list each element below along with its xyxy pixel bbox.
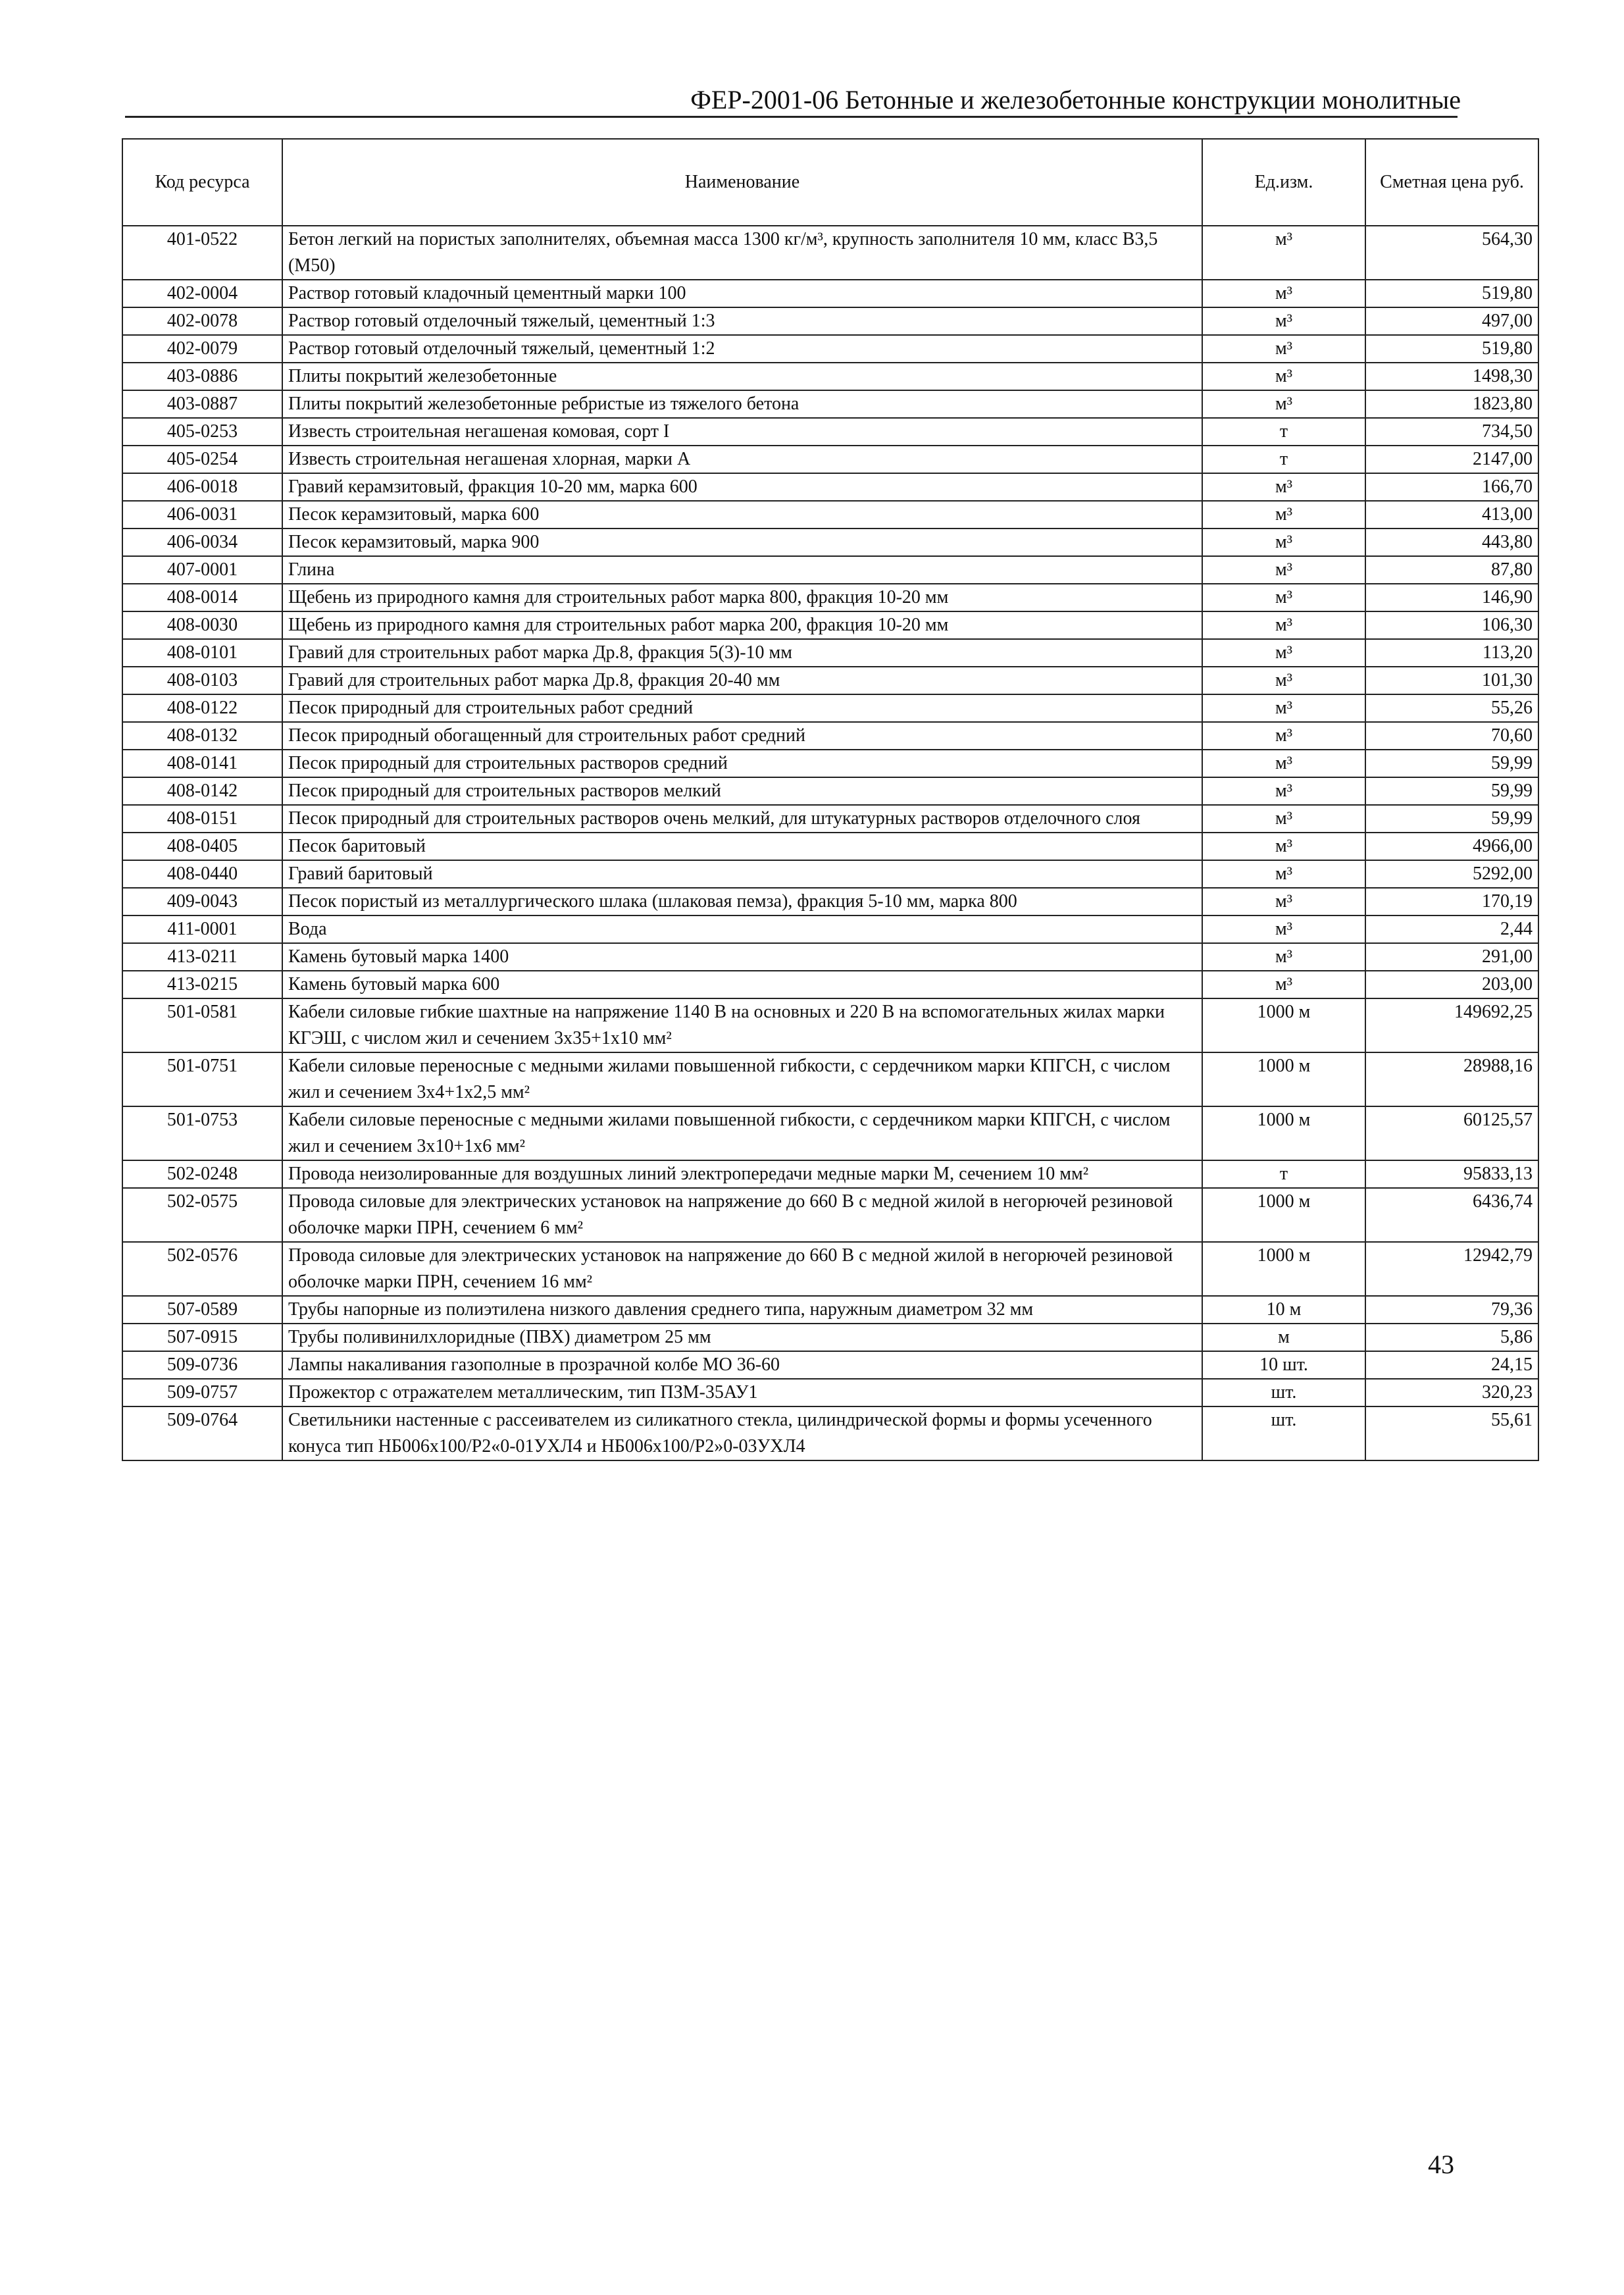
cell-unit: м³ — [1202, 390, 1365, 418]
cell-unit: м³ — [1202, 805, 1365, 833]
cell-unit: м³ — [1202, 860, 1365, 888]
cell-unit: м³ — [1202, 639, 1365, 667]
cell-code: 402-0004 — [122, 280, 282, 307]
cell-unit: м³ — [1202, 943, 1365, 971]
cell-price: 519,80 — [1365, 280, 1538, 307]
cell-unit: м³ — [1202, 226, 1365, 280]
cell-name: Песок природный для строительных растворов мелкий — [282, 777, 1202, 805]
table-row — [122, 860, 1538, 888]
table-row — [122, 1324, 1538, 1351]
cell-code: 406-0031 — [122, 501, 282, 529]
cell-price: 166,70 — [1365, 473, 1538, 501]
cell-price: 59,99 — [1365, 750, 1538, 777]
cell-name: Песок пористый из металлургического шлака (шлаковая пемза), фракция 5-10 мм, марка 800 — [282, 888, 1202, 915]
cell-price: 59,99 — [1365, 805, 1538, 833]
table-row — [122, 888, 1538, 915]
cell-unit: 1000 м — [1202, 1106, 1365, 1160]
cell-price: 5,86 — [1365, 1324, 1538, 1351]
table-row — [122, 556, 1538, 584]
cell-name: Провода неизолированные для воздушных линий электропередачи медные марки М, сечением 10 мм² — [282, 1160, 1202, 1188]
cell-name: Провода силовые для электрических установок на напряжение до 660 В с медной жилой в негорючей резиновой оболочке марки ПРН, сечением 6 мм² — [282, 1188, 1202, 1242]
cell-price: 291,00 — [1365, 943, 1538, 971]
cell-code: 411-0001 — [122, 915, 282, 943]
header-rule — [125, 116, 1458, 118]
cell-name: Кабели силовые переносные с медными жилами повышенной гибкости, с сердечником марки КПГСН, с числом жил и сечением 3х10+1х6 мм² — [282, 1106, 1202, 1160]
cell-code: 408-0405 — [122, 833, 282, 860]
cell-unit: м³ — [1202, 335, 1365, 363]
cell-code: 409-0043 — [122, 888, 282, 915]
cell-price: 28988,16 — [1365, 1052, 1538, 1106]
cell-price: 79,36 — [1365, 1296, 1538, 1324]
table-row — [122, 943, 1538, 971]
cell-price: 203,00 — [1365, 971, 1538, 998]
table-row — [122, 363, 1538, 390]
table-row — [122, 722, 1538, 750]
cell-name: Песок керамзитовый, марка 600 — [282, 501, 1202, 529]
cell-code: 406-0018 — [122, 473, 282, 501]
cell-code: 408-0014 — [122, 584, 282, 611]
cell-unit: м³ — [1202, 501, 1365, 529]
table-row — [122, 418, 1538, 446]
cell-code: 507-0589 — [122, 1296, 282, 1324]
table-row — [122, 915, 1538, 943]
table-row — [122, 335, 1538, 363]
cell-unit: м³ — [1202, 750, 1365, 777]
cell-code: 408-0101 — [122, 639, 282, 667]
cell-name: Песок баритовый — [282, 833, 1202, 860]
cell-price: 12942,79 — [1365, 1242, 1538, 1296]
cell-code: 405-0254 — [122, 446, 282, 473]
cell-unit: м³ — [1202, 556, 1365, 584]
cell-name: Раствор готовый отделочный тяжелый, цементный 1:3 — [282, 307, 1202, 335]
cell-name: Трубы напорные из полиэтилена низкого давления среднего типа, наружным диаметром 32 мм — [282, 1296, 1202, 1324]
cell-price: 519,80 — [1365, 335, 1538, 363]
cell-unit: 10 шт. — [1202, 1351, 1365, 1379]
cell-name: Кабели силовые переносные с медными жилами повышенной гибкости, с сердечником марки КПГСН, с числом жил и сечением 3х4+1х2,5 мм² — [282, 1052, 1202, 1106]
resource-price-table — [122, 138, 1539, 1461]
cell-price: 6436,74 — [1365, 1188, 1538, 1242]
cell-price: 5292,00 — [1365, 860, 1538, 888]
cell-code: 406-0034 — [122, 529, 282, 556]
table-row — [122, 584, 1538, 611]
cell-price: 146,90 — [1365, 584, 1538, 611]
cell-code: 502-0575 — [122, 1188, 282, 1242]
table-body — [122, 226, 1538, 1460]
cell-price: 2147,00 — [1365, 446, 1538, 473]
cell-unit: м³ — [1202, 722, 1365, 750]
cell-unit: м³ — [1202, 694, 1365, 722]
cell-name: Песок природный для строительных работ средний — [282, 694, 1202, 722]
table-row — [122, 833, 1538, 860]
table-row — [122, 971, 1538, 998]
cell-code: 405-0253 — [122, 418, 282, 446]
table-row — [122, 694, 1538, 722]
cell-code: 402-0078 — [122, 307, 282, 335]
table-row — [122, 226, 1538, 280]
cell-unit: м³ — [1202, 307, 1365, 335]
cell-code: 501-0581 — [122, 998, 282, 1052]
cell-name: Песок природный обогащенный для строительных работ средний — [282, 722, 1202, 750]
cell-unit: м³ — [1202, 915, 1365, 943]
table-row — [122, 307, 1538, 335]
cell-code: 408-0132 — [122, 722, 282, 750]
cell-unit: м³ — [1202, 584, 1365, 611]
table-row — [122, 805, 1538, 833]
cell-price: 70,60 — [1365, 722, 1538, 750]
table-row — [122, 501, 1538, 529]
table-row — [122, 1242, 1538, 1296]
cell-price: 734,50 — [1365, 418, 1538, 446]
cell-price: 1823,80 — [1365, 390, 1538, 418]
cell-code: 408-0141 — [122, 750, 282, 777]
cell-name: Кабели силовые гибкие шахтные на напряжение 1140 В на основных и 220 В на вспомогательных жилах марки КГЭШ, с числом жил и сечением 3х35+1х10 мм² — [282, 998, 1202, 1052]
cell-price: 24,15 — [1365, 1351, 1538, 1379]
cell-code: 401-0522 — [122, 226, 282, 280]
table-header-row — [122, 139, 1538, 226]
cell-name: Раствор готовый кладочный цементный марки 100 — [282, 280, 1202, 307]
cell-unit: 1000 м — [1202, 1242, 1365, 1296]
table-row — [122, 667, 1538, 694]
cell-code: 509-0757 — [122, 1379, 282, 1406]
cell-code: 507-0915 — [122, 1324, 282, 1351]
table-row — [122, 611, 1538, 639]
cell-unit: шт. — [1202, 1406, 1365, 1460]
cell-name: Щебень из природного камня для строительных работ марка 200, фракция 10-20 мм — [282, 611, 1202, 639]
cell-name: Гравий баритовый — [282, 860, 1202, 888]
cell-price: 149692,25 — [1365, 998, 1538, 1052]
page-title: ФЕР-2001-06 Бетонные и железобетонные конструкции монолитные — [690, 85, 1461, 115]
cell-price: 4966,00 — [1365, 833, 1538, 860]
cell-price: 101,30 — [1365, 667, 1538, 694]
table-row — [122, 639, 1538, 667]
cell-unit: м³ — [1202, 777, 1365, 805]
cell-name: Плиты покрытий железобетонные — [282, 363, 1202, 390]
cell-name: Провода силовые для электрических установок на напряжение до 660 В с медной жилой в негорючей резиновой оболочке марки ПРН, сечением 16 мм² — [282, 1242, 1202, 1296]
cell-price: 564,30 — [1365, 226, 1538, 280]
cell-price: 60125,57 — [1365, 1106, 1538, 1160]
cell-price: 320,23 — [1365, 1379, 1538, 1406]
cell-price: 1498,30 — [1365, 363, 1538, 390]
cell-name: Светильники настенные с рассеивателем из силикатного стекла, цилиндрической формы и формы усеченного конуса тип НБ006х100/Р2«0-01УХЛ4 и НБ006х100/Р2»0-03УХЛ4 — [282, 1406, 1202, 1460]
cell-name: Гравий для строительных работ марка Др.8, фракция 5(3)-10 мм — [282, 639, 1202, 667]
cell-price: 106,30 — [1365, 611, 1538, 639]
cell-code: 408-0030 — [122, 611, 282, 639]
cell-unit: м — [1202, 1324, 1365, 1351]
cell-unit: шт. — [1202, 1379, 1365, 1406]
cell-code: 408-0151 — [122, 805, 282, 833]
table-row — [122, 473, 1538, 501]
cell-name: Камень бутовый марка 600 — [282, 971, 1202, 998]
cell-unit: м³ — [1202, 971, 1365, 998]
cell-unit: 10 м — [1202, 1296, 1365, 1324]
cell-unit: м³ — [1202, 833, 1365, 860]
cell-name: Песок керамзитовый, марка 900 — [282, 529, 1202, 556]
cell-name: Камень бутовый марка 1400 — [282, 943, 1202, 971]
cell-code: 509-0764 — [122, 1406, 282, 1460]
table-row — [122, 446, 1538, 473]
cell-code: 408-0142 — [122, 777, 282, 805]
cell-price: 170,19 — [1365, 888, 1538, 915]
cell-unit: т — [1202, 446, 1365, 473]
table-row — [122, 998, 1538, 1052]
table-row — [122, 1160, 1538, 1188]
cell-price: 113,20 — [1365, 639, 1538, 667]
cell-code: 407-0001 — [122, 556, 282, 584]
cell-code: 501-0753 — [122, 1106, 282, 1160]
header-code: Код ресурса — [122, 139, 282, 226]
table-row — [122, 1379, 1538, 1406]
header-unit: Ед.изм. — [1202, 139, 1365, 226]
cell-unit: м³ — [1202, 611, 1365, 639]
cell-price: 2,44 — [1365, 915, 1538, 943]
cell-code: 408-0122 — [122, 694, 282, 722]
cell-price: 55,61 — [1365, 1406, 1538, 1460]
cell-name: Трубы поливинилхлоридные (ПВХ) диаметром 25 мм — [282, 1324, 1202, 1351]
cell-code: 502-0576 — [122, 1242, 282, 1296]
cell-name: Бетон легкий на пористых заполнителях, объемная масса 1300 кг/м³, крупность заполнителя 10 мм, класс В3,5 (М50) — [282, 226, 1202, 280]
cell-code: 402-0079 — [122, 335, 282, 363]
page-number: 43 — [1428, 2150, 1454, 2179]
cell-name: Плиты покрытий железобетонные ребристые из тяжелого бетона — [282, 390, 1202, 418]
cell-code: 408-0440 — [122, 860, 282, 888]
cell-price: 95833,13 — [1365, 1160, 1538, 1188]
cell-code: 403-0886 — [122, 363, 282, 390]
cell-price: 443,80 — [1365, 529, 1538, 556]
table-row — [122, 1351, 1538, 1379]
table-row — [122, 280, 1538, 307]
table-row — [122, 1106, 1538, 1160]
cell-code: 403-0887 — [122, 390, 282, 418]
table-row — [122, 1406, 1538, 1460]
cell-unit: 1000 м — [1202, 998, 1365, 1052]
table-row — [122, 750, 1538, 777]
cell-unit: м³ — [1202, 363, 1365, 390]
cell-code: 413-0215 — [122, 971, 282, 998]
table-row — [122, 390, 1538, 418]
cell-code: 501-0751 — [122, 1052, 282, 1106]
cell-price: 497,00 — [1365, 307, 1538, 335]
header-price: Сметная цена руб. — [1365, 139, 1538, 226]
cell-unit: м³ — [1202, 667, 1365, 694]
cell-unit: м³ — [1202, 529, 1365, 556]
cell-name: Вода — [282, 915, 1202, 943]
cell-code: 408-0103 — [122, 667, 282, 694]
cell-name: Глина — [282, 556, 1202, 584]
cell-code: 502-0248 — [122, 1160, 282, 1188]
cell-unit: 1000 м — [1202, 1188, 1365, 1242]
cell-unit: 1000 м — [1202, 1052, 1365, 1106]
cell-name: Раствор готовый отделочный тяжелый, цементный 1:2 — [282, 335, 1202, 363]
cell-name: Известь строительная негашеная хлорная, марки А — [282, 446, 1202, 473]
cell-name: Известь строительная негашеная комовая, сорт I — [282, 418, 1202, 446]
cell-name: Щебень из природного камня для строительных работ марка 800, фракция 10-20 мм — [282, 584, 1202, 611]
table-row — [122, 1052, 1538, 1106]
cell-unit: т — [1202, 418, 1365, 446]
table-row — [122, 1296, 1538, 1324]
cell-name: Прожектор с отражателем металлическим, тип ПЗМ-35АУ1 — [282, 1379, 1202, 1406]
cell-unit: м³ — [1202, 888, 1365, 915]
cell-name: Песок природный для строительных растворов средний — [282, 750, 1202, 777]
cell-price: 59,99 — [1365, 777, 1538, 805]
cell-price: 87,80 — [1365, 556, 1538, 584]
cell-price: 55,26 — [1365, 694, 1538, 722]
header-name: Наименование — [282, 139, 1202, 226]
table-row — [122, 777, 1538, 805]
table-row — [122, 1188, 1538, 1242]
cell-name: Песок природный для строительных растворов очень мелкий, для штукатурных растворов отделочного слоя — [282, 805, 1202, 833]
table-row — [122, 529, 1538, 556]
cell-unit: т — [1202, 1160, 1365, 1188]
cell-unit: м³ — [1202, 280, 1365, 307]
cell-name: Лампы накаливания газополные в прозрачной колбе МО 36-60 — [282, 1351, 1202, 1379]
cell-code: 509-0736 — [122, 1351, 282, 1379]
cell-name: Гравий керамзитовый, фракция 10-20 мм, марка 600 — [282, 473, 1202, 501]
cell-code: 413-0211 — [122, 943, 282, 971]
cell-name: Гравий для строительных работ марка Др.8, фракция 20-40 мм — [282, 667, 1202, 694]
cell-unit: м³ — [1202, 473, 1365, 501]
cell-price: 413,00 — [1365, 501, 1538, 529]
